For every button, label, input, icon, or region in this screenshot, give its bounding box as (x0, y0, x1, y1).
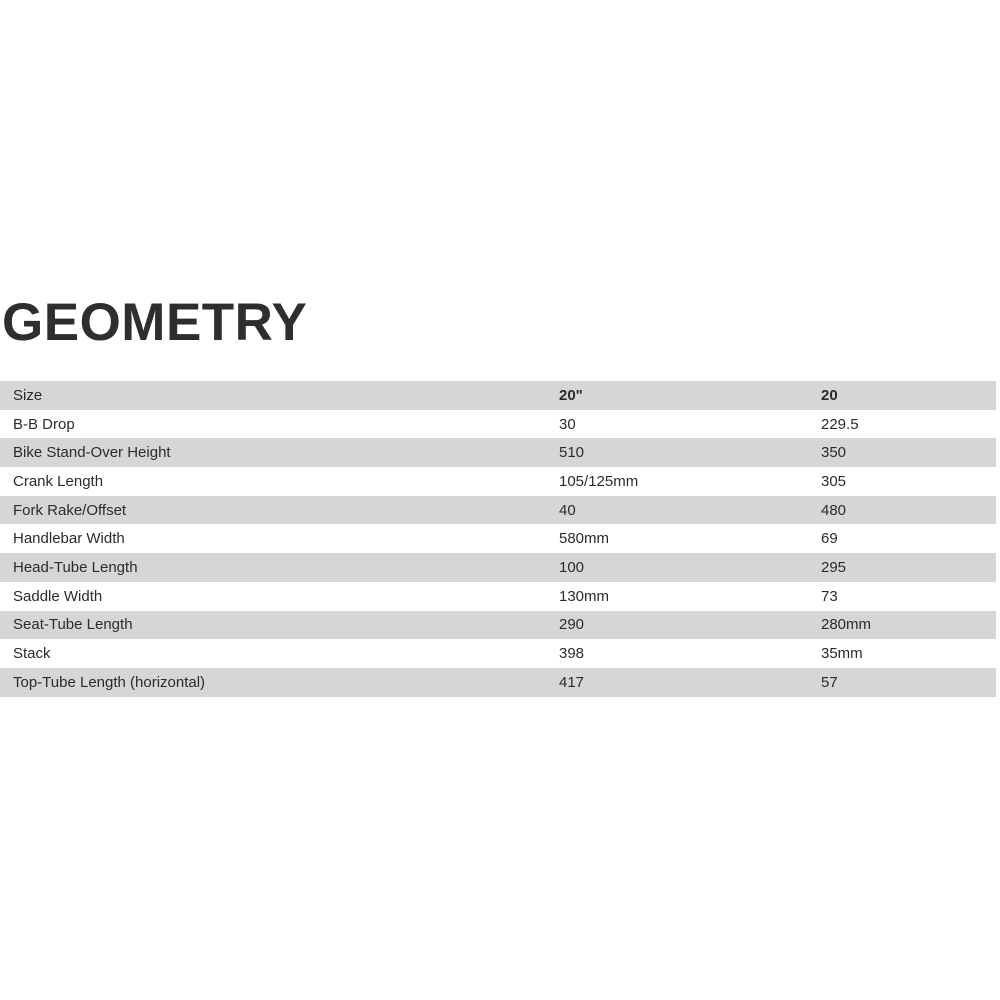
table-row (0, 438, 996, 467)
header-size-col1: 20" (559, 386, 583, 404)
row-value-col2: 229.5 (821, 415, 859, 433)
row-label: B-B Drop (13, 415, 75, 433)
table-row (0, 496, 996, 525)
geometry-table (0, 381, 996, 697)
row-value-col1: 580mm (559, 530, 610, 548)
row-value-col1: 398 (559, 645, 585, 663)
row-value-col2: 305 (821, 472, 847, 490)
table-row (0, 582, 996, 611)
header-size-label: Size (13, 386, 43, 404)
row-label: Crank Length (13, 472, 104, 490)
row-value-col1: 290 (559, 616, 585, 634)
row-value-col1: 510 (559, 444, 585, 462)
row-value-col2: 295 (821, 558, 847, 576)
table-row (0, 611, 996, 640)
row-value-col2: 73 (821, 587, 838, 605)
table-row (0, 410, 996, 439)
row-value-col2: 57 (821, 673, 838, 691)
row-label: Stack (13, 645, 51, 663)
row-value-col1: 100 (559, 558, 585, 576)
row-value-col2: 280mm (821, 616, 872, 634)
row-value-col2: 69 (821, 530, 838, 548)
table-row (0, 639, 996, 668)
row-value-col1: 30 (559, 415, 576, 433)
row-value-col2: 480 (821, 501, 847, 519)
table-row (0, 467, 996, 496)
table-header-row (0, 381, 996, 410)
row-label: Fork Rake/Offset (13, 501, 127, 519)
row-value-col1: 130mm (559, 587, 610, 605)
row-value-col1: 105/125mm (559, 472, 639, 490)
row-label: Saddle Width (13, 587, 103, 605)
page-title: GEOMETRY (2, 293, 308, 352)
table-row (0, 668, 996, 697)
table-row (0, 553, 996, 582)
row-label: Head-Tube Length (13, 558, 138, 576)
row-label: Top-Tube Length (horizontal) (13, 673, 206, 691)
row-value-col2: 35mm (821, 645, 863, 663)
table-row (0, 524, 996, 553)
row-value-col1: 40 (559, 501, 576, 519)
row-value-col2: 350 (821, 444, 847, 462)
row-label: Seat-Tube Length (13, 616, 133, 634)
row-label: Bike Stand-Over Height (13, 444, 171, 462)
header-size-col2: 20 (821, 386, 838, 404)
row-value-col1: 417 (559, 673, 585, 691)
row-label: Handlebar Width (13, 530, 125, 548)
